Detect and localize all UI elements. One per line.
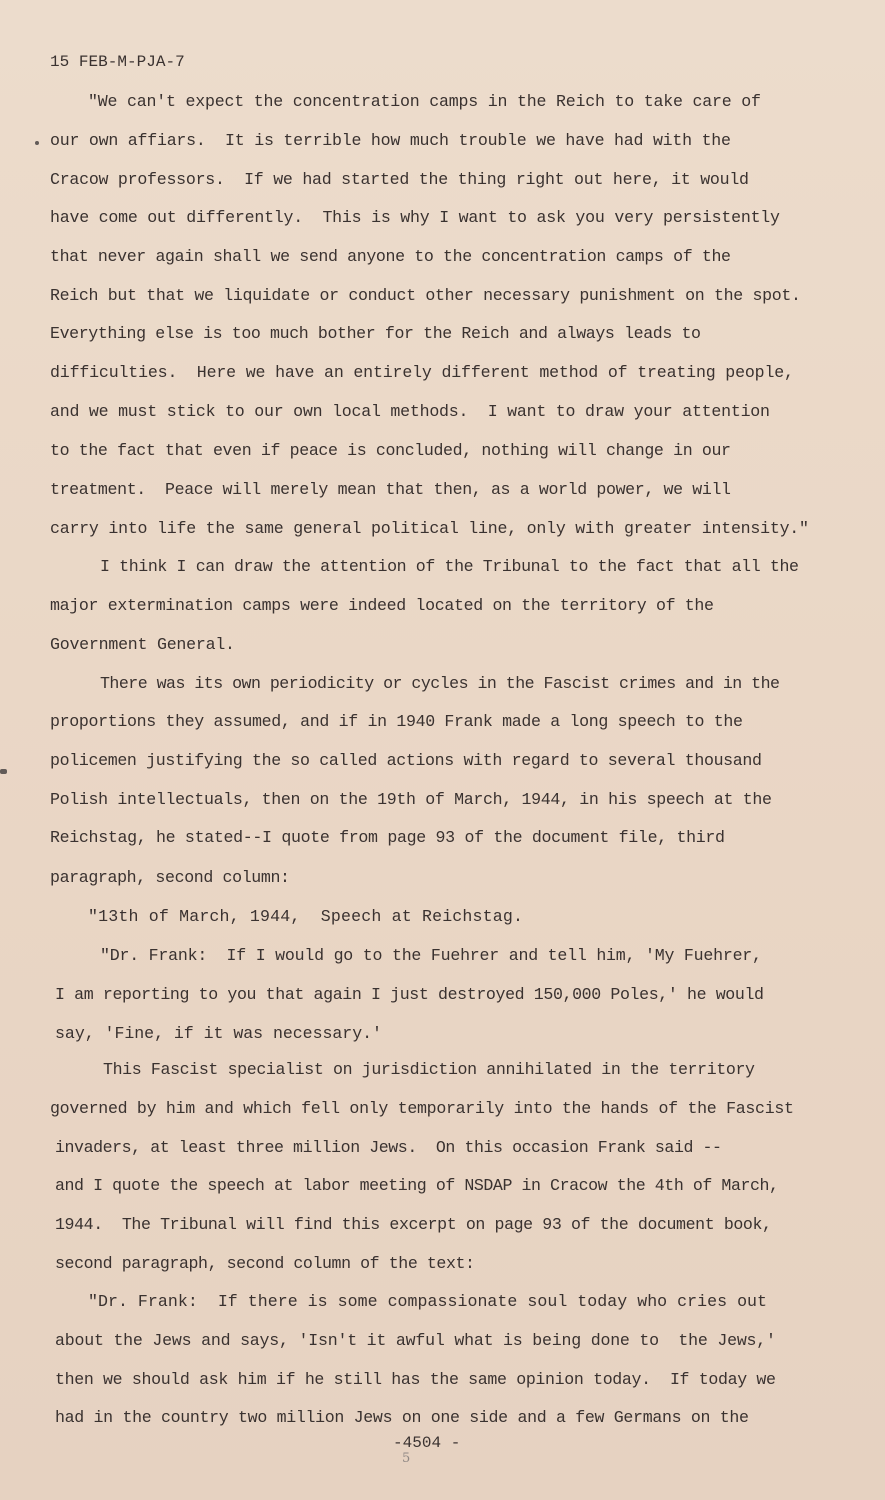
- text-line-22: "13th of March, 1944, Speech at Reichstag.: [88, 907, 524, 926]
- text-line-27: governed by him and which fell only temporarily into the hands of the Fascist: [50, 1099, 794, 1118]
- document-header: 15 FEB-M-PJA-7: [50, 53, 185, 71]
- margin-dot-mark: [35, 141, 39, 145]
- text-line-26: This Fascist specialist on jurisdiction annihilated in the territory: [103, 1060, 755, 1079]
- text-line-21: paragraph, second column:: [50, 868, 290, 887]
- text-line-20: Reichstag, he stated--I quote from page 93 of the document file, third: [50, 828, 725, 847]
- text-line-14: major extermination camps were indeed located on the territory of the: [50, 596, 714, 615]
- text-line-32: "Dr. Frank: If there is some compassionate soul today who cries out: [88, 1292, 768, 1311]
- text-line-28: invaders, at least three million Jews. On this occasion Frank said --: [55, 1138, 722, 1157]
- page-number: -4504 -: [393, 1434, 461, 1452]
- text-line-3: Cracow professors. If we had started the thing right out here, it would: [50, 170, 749, 189]
- text-line-35: had in the country two million Jews on one side and a few Germans on the: [55, 1408, 749, 1427]
- text-line-34: then we should ask him if he still has the same opinion today. If today we: [55, 1370, 776, 1389]
- text-line-2: our own affiars. It is terrible how much trouble we have had with the: [50, 131, 731, 150]
- text-line-4: have come out differently. This is why I want to ask you very persistently: [50, 208, 780, 227]
- text-line-11: treatment. Peace will merely mean that then, as a world power, we will: [50, 480, 731, 499]
- text-line-8: difficulties. Here we have an entirely different method of treating people,: [50, 363, 794, 382]
- text-line-12: carry into life the same general political line, only with greater intensity.": [50, 519, 809, 538]
- text-line-5: that never again shall we send anyone to the concentration camps of the: [50, 247, 731, 266]
- text-line-19: Polish intellectuals, then on the 19th of March, 1944, in his speech at the: [50, 790, 772, 809]
- text-line-13: I think I can draw the attention of the Tribunal to the fact that all the: [100, 557, 799, 576]
- text-line-6: Reich but that we liquidate or conduct other necessary punishment on the spot.: [50, 286, 801, 305]
- text-line-29: and I quote the speech at labor meeting of NSDAP in Cracow the 4th of March,: [55, 1176, 779, 1195]
- text-line-25: say, 'Fine, if it was necessary.': [55, 1024, 382, 1043]
- text-line-24: I am reporting to you that again I just destroyed 150,000 Poles,' he would: [55, 985, 764, 1004]
- text-line-7: Everything else is too much bother for the Reich and always leads to: [50, 324, 701, 343]
- margin-dot-mark: [0, 769, 7, 774]
- text-line-33: about the Jews and says, 'Isn't it awful what is being done to the Jews,': [55, 1331, 776, 1350]
- text-line-10: to the fact that even if peace is concluded, nothing will change in our: [50, 441, 731, 460]
- text-line-17: proportions they assumed, and if in 1940 Frank made a long speech to the: [50, 712, 743, 731]
- text-line-18: policemen justifying the so called actions with regard to several thousand: [50, 751, 762, 770]
- text-line-30: 1944. The Tribunal will find this excerpt on page 93 of the document book,: [55, 1215, 772, 1234]
- text-line-23: "Dr. Frank: If I would go to the Fuehrer and tell him, 'My Fuehrer,: [100, 946, 762, 965]
- text-line-31: second paragraph, second column of the text:: [55, 1254, 475, 1273]
- text-line-15: Government General.: [50, 635, 235, 654]
- text-line-1: "We can't expect the concentration camps in the Reich to take care of: [88, 92, 761, 111]
- pencil-page-number: 5: [402, 1451, 411, 1466]
- text-line-16: There was its own periodicity or cycles in the Fascist crimes and in the: [100, 674, 780, 693]
- text-line-9: and we must stick to our own local methods. I want to draw your attention: [50, 402, 770, 421]
